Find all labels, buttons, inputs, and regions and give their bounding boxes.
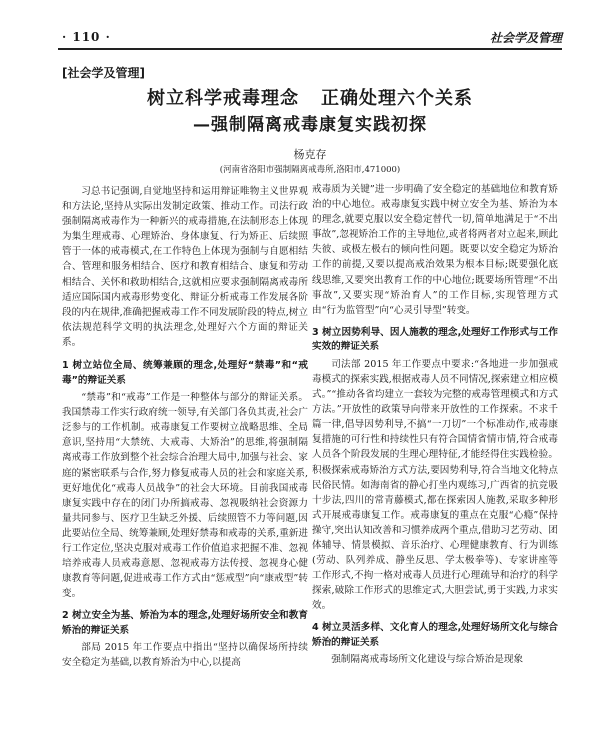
section-3-heading: 3 树立因势利导、因人施教的理念,处理好工作形式与工作实效的辩证关系 — [312, 326, 558, 353]
intro-paragraph: 习总书记强调,自觉地坚持和运用辩证唯物主义世界观和方法论,坚持从实际出发制定政策、推动工作。司法行政强制隔离戒毒作为一种新兴的戒毒措施,在法制形态上体现为集生理戒毒、心理矫治、身体康复、行为矫正、后续照管于一体的戒毒模式,在工作特色上体现为强制与自愿相结合、管理和服务相结合、医疗和教育相结合、康复和劳动相结合、关怀和救助相结合,这就相应要求强制隔离戒毒所适应国际国内戒毒形势变化、辩证分析戒毒工作发展各阶段的内在规律,准确把握戒毒工作不同发展阶段的特点,树立依法规范科学文明的执法理念,处理好六个方面的辩证关系。 — [62, 186, 308, 348]
title-block — [40, 86, 580, 138]
author-name: 杨克存 — [293, 148, 327, 161]
page-number: · 110 · — [62, 30, 111, 44]
author-affiliation: (河南省洛阳市强制隔离戒毒所,洛阳市,471000) — [219, 165, 401, 175]
article-title — [40, 86, 580, 112]
section-2-heading: 2 树立安全为基、矫治为本的理念,处理好场所安全和教育矫治的辩证关系 — [62, 610, 308, 636]
section-2-continued: 戒毒质为关键”进一步明确了安全稳定的基础地位和教育矫治的中心地位。戒毒康复实践中树立安全为基、矫治为本的理念,就要克服以安全稳定替代一切,简单地满足于“不出事故”,忽视矫治工作的主导地位,或者将两者对立起来,顾此失彼、或极左极右的倾向性问题。既要以安全稳定为矫治工作的前提,又要以提高戒治效果为根本目标;既要强化底线思维,又要突出教育工作的中心地位;既要场所管理“不出事故”,又要实现“矫治育人”的工作目标,实现管理方式由“行为监管型”向“心灵引导型”转变。 — [312, 184, 558, 316]
section-4-heading: 4 树立灵活多样、文化育人的理念,处理好场所文化与综合矫治的辩证关系 — [312, 622, 558, 648]
left-column — [62, 184, 308, 671]
title-part-2: 正确处理六个关系 — [321, 88, 473, 109]
header-rule — [58, 48, 562, 50]
section-3-body: 司法部 2015 年工作要点中要求:“各地进一步加强戒毒模式的探索实践,根据戒毒人员不同情况,探索建立相应模式。”“推动各省均建立一套较为完整的戒毒管理模式和方式方法。”开放性的政策导向带来开放性的工作探索。不求千篇一律,倡导因势利导,不搞“一刀切”一个标准动作,戒毒康复措施的可行性和持续性只有符合国情省情市情,符合戒毒人员各个阶段发展的生理心理特征,才能经得住实践检验。积极探索戒毒矫治方式方法,要因势利导,符合当地文化特点民俗民情。如海南省的静心打坐内观练习,广西省的抗竞吸十步法,四川的常青藤模式,都在探索因人施教,采取多种形式开展戒毒康复工作。戒毒康复的重点在克服“心瘾”保持操守,突出认知改善和习惯养成两个重点,借助习艺劳动、团体辅导、情景模拟、音乐治疗、心理健康教育、行为训练(劳动、队列养成、静坐反思、学太极拳等)、专家讲座等工作形式,不拘一格对戒毒人员进行心理疏导和治疗的科学探索,破除工作形式的思维定式,大胆尝试,勇于实践,力求实效。 — [312, 358, 558, 612]
section-4-body: 强制隔离戒毒场所文化建设与综合矫治是现象 — [331, 654, 524, 666]
right-column — [312, 182, 558, 668]
section-1-body: “禁毒”和“戒毒”工作是一种整体与部分的辩证关系。我国禁毒工作实行政府统一领导,有关部门各负其责,社会广泛参与的工作机制。戒毒康复工作要树立战略思维、全局意识,坚持用“大禁统、大戒毒、大矫治”的思维,将强制隔离戒毒工作放到整个社会综合治理大局中,加强与社会、家庭的紧密联系与合作,努力修复戒毒人员的社会和家庭关系,更好地优化“戒毒人员战争”的社会大环境。目前我国戒毒康复实践中存在的闭门办所搞戒毒、忽视吸纳社会资源力量共同参与、医疗卫生缺乏外援、后续照管不力等问题,因此要站位全局、统筹兼顾,处理好禁毒和戒毒的关系,重新进行工作定位,坚决克服对戒毒工作价值追求把握不准、忽视培养戒毒人员戒毒意愿、忽视戒毒方法传授、忽视身心健康教育等问题,促进戒毒工作方式由“惩戒型”向“康戒型”转变。 — [62, 392, 308, 600]
article-subtitle: —强制隔离戒毒康复实践初探 — [193, 115, 427, 135]
section-1-heading: 1 树立站位全局、统筹兼顾的理念,处理好“禁毒”和“戒毒”的辩证关系 — [62, 360, 308, 386]
page-header — [0, 0, 600, 52]
title-part-1: 树立科学戒毒理念 — [147, 88, 299, 109]
column-tag: [社会学及管理] — [62, 66, 145, 80]
journal-name: 社会学及管理 — [489, 31, 562, 45]
section-2-body: 部局 2015 年工作要点中指出“坚持以确保场所持续安全稳定为基础,以教育矫治为中心,以提高 — [62, 642, 308, 669]
